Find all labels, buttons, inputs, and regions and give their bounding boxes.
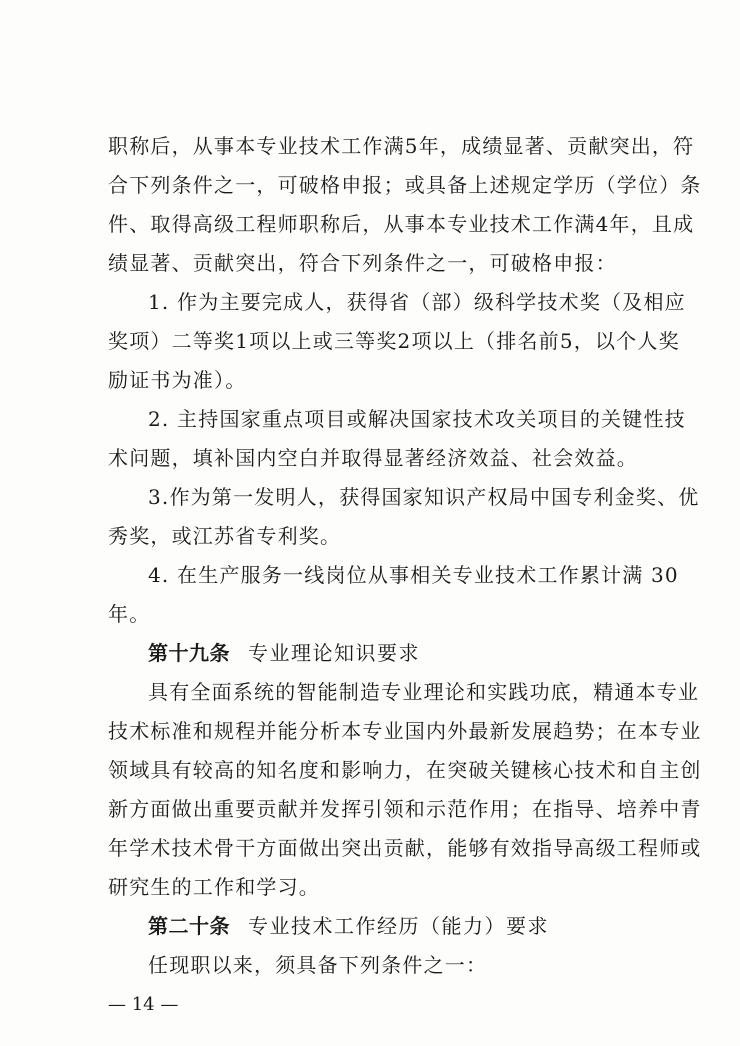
article-19-line: 年学术技术骨干方面做出突出贡献，能够有效指导高级工程师或	[108, 836, 702, 860]
article-19-line: 具有全面系统的智能制造专业理论和实践功底，精通本专业	[148, 680, 700, 704]
article-20-title: 专业技术工作经历（能力）要求	[248, 914, 549, 938]
list-item-3-line: 3.作为第一发明人，获得国家知识产权局中国专利金奖、优	[148, 485, 700, 509]
list-item-4-line: 年。	[108, 602, 151, 626]
paragraph-line: 件、取得高级工程师职称后，从事本专业技术工作满4年，且成	[108, 212, 695, 236]
list-item-1-line: 奖项）二等奖1项以上或三等奖2项以上（排名前5，以个人奖	[108, 329, 680, 353]
article-19-line: 技术标准和规程并能分析本专业国内外最新发展趋势；在本专业	[108, 719, 702, 743]
article-19-label: 第十九条	[148, 641, 230, 665]
article-19-line: 领域具有较高的知名度和影响力，在突破关键核心技术和自主创	[108, 758, 702, 782]
article-20-label: 第二十条	[148, 914, 230, 938]
list-item-2-line: 2. 主持国家重点项目或解决国家技术攻关项目的关键性技	[148, 407, 686, 431]
article-19-line: 新方面做出重要贡献并发挥引领和示范作用；在指导、培养中青	[108, 797, 702, 821]
paragraph-line: 合下列条件之一，可破格申报；或具备上述规定学历（学位）条	[108, 173, 702, 197]
article-20-heading	[148, 908, 660, 944]
paragraph-line: 绩显著、贡献突出，符合下列条件之一，可破格申报：	[108, 251, 617, 275]
page-number: — 14 —	[108, 994, 179, 1015]
list-item-1-line: 1. 作为主要完成人，获得省（部）级科学技术奖（及相应	[148, 290, 686, 314]
article-19-heading	[148, 635, 660, 671]
article-19-title: 专业理论知识要求	[248, 641, 420, 665]
list-item-4-line: 4. 在生产服务一线岗位从事相关专业技术工作累计满 30	[148, 563, 679, 587]
list-item-1-line: 励证书为准）。	[108, 368, 247, 392]
paragraph-line: 职称后，从事本专业技术工作满5年，成绩显著、贡献突出，符	[108, 134, 695, 158]
list-item-3-line: 秀奖，或江苏省专利奖。	[108, 524, 342, 548]
article-19-line: 研究生的工作和学习。	[108, 875, 320, 899]
list-item-2-line: 术问题，填补国内空白并取得显著经济效益、社会效益。	[108, 446, 638, 470]
article-20-line: 任现职以来，须具备下列条件之一：	[148, 953, 488, 977]
